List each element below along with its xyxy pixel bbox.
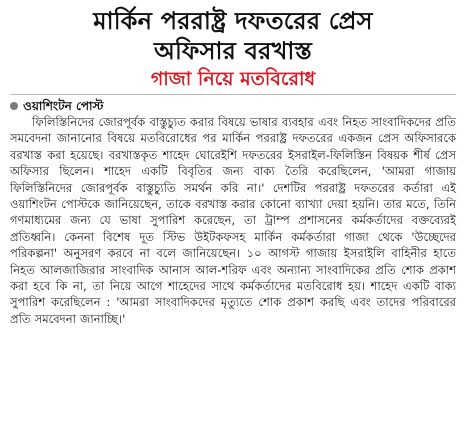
subheadline: গাজা নিয়ে মতবিরোধ — [150, 68, 316, 90]
headline-line-2: অফিসার বরখাস্ত — [154, 37, 312, 65]
source-label: ওয়াশিংটন পোস্ট — [23, 99, 104, 113]
headline-line-1: মার্কিন পররাষ্ট্র দফতরের প্রেস — [93, 7, 373, 35]
article-body: ফিলিস্তিনিদের জোরপূর্বক বাস্তুচ্যুত করার বিষয়ে ভাষার ব্যবহার এবং নিহত সাংবাদিকদের প্রতি সমবেদনা জানানোর বিষয়ে মতবিরোধের পর মার্কিন পররাষ্ট্র দফতরের একজন প্রেস অফিসারকে বরখাস্ত করা হয়েছে। বরখাস্তকৃত শাহেদ ঘোরেইশি দফতরের ইসরাইল-ফিলিস্তিন বিষয়ক শীর্ষ প্রেস অফিসার ছিলেন। শাহেদ একটি বিবৃতির জন্য বাক্য তৈরি করেছিলেন, 'আমরা গাজায় ফিলিস্তিনিদের জোরপূর্বক বাস্তুচ্যুতি সমর্থন করি না।' দেশটির পররাষ্ট্র দফতরের কর্তারা এই ওয়াশিংটন পোস্টকে জানিয়েছেন, তাকে বরখাস্ত করার কোনো ব্যাখ্যা দেয়া হয়নি। তার মতে, তিনি গণমাধ্যমের জন্য যে ভাষা সুপারিশ করেছেন, তা ট্রাম্প প্রশাসনের কর্মকর্তাদের বক্তব্যেরই প্রতিধ্বনি। কেননা বিশেষ দূত স্টিভ উইটকফসহ মার্কিন কর্মকর্তারা গাজা থেকে 'উচ্ছেদের পরিকল্পনা' অনুসরণ করবে না বলে জানিয়েছেন। ১০ আগস্ট গাজায় ইসরাইলি বাহিনীর হাতে নিহত আলজাজিরার সাংবাদিক আনাস আল-শরিফ এবং অন্যান্য সাংবাদিকের প্রতি শোক প্রকাশ করা হবে কি না, তা নিয়ে আগে শাহেদের সাথে কর্মকর্তাদের মতবিরোধ হয়। শাহেদ একটি বাক্য সুপারিশ করেছিলেন : 'আমরা সাংবাদিকদের মৃত্যুতে শোক প্রকাশ করছি এবং তাদের পরিবারের প্রতি সমবেদনা জানাচ্ছি।' — [10, 115, 456, 326]
headline — [8, 0, 458, 66]
bullet-icon — [10, 102, 18, 110]
divider — [10, 94, 456, 95]
source-line — [8, 98, 458, 114]
